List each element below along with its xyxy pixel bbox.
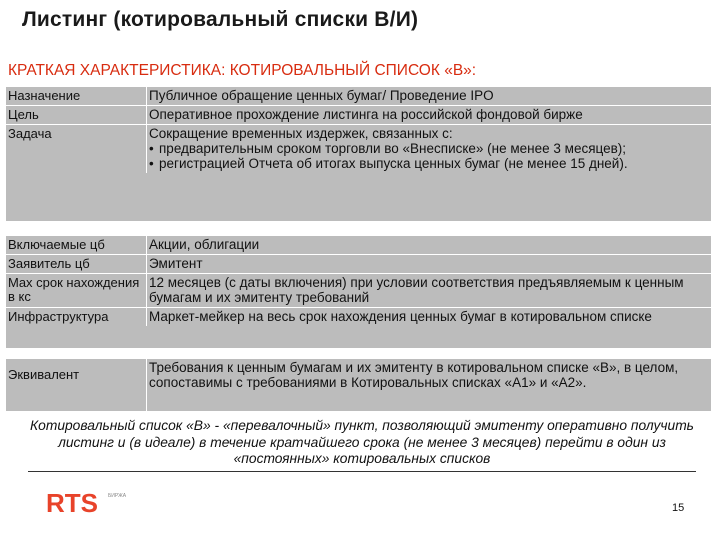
table-row — [6, 274, 711, 308]
row-value: Акции, облигации — [146, 236, 711, 254]
table-row — [6, 359, 711, 411]
list-item — [149, 141, 707, 156]
characteristics-table — [6, 87, 711, 221]
bullet-text: регистрацией Отчета об итогах выпуска ценных бумаг (не менее 15 дней). — [159, 156, 628, 171]
table-row — [6, 255, 711, 274]
row-label: Эквивалент — [8, 367, 80, 382]
task-intro: Сокращение временных издержек, связанных с: — [149, 126, 453, 141]
table-row — [6, 236, 711, 255]
list-item — [149, 156, 707, 171]
row-label: Заявитель цб — [8, 256, 90, 271]
table-row — [6, 87, 711, 106]
row-label: Назначение — [8, 88, 81, 103]
row-label: Max срок нахождения в кс — [8, 275, 140, 304]
bullet-icon: • — [149, 156, 154, 171]
row-value: Эмитент — [146, 255, 711, 273]
rts-logo — [46, 488, 126, 518]
row-value: Требования к ценным бумагам и их эмитенту в котировальном списке «В», в целом, сопоставимы с требованиями в Котировальных списках «А1» и «А2». — [146, 359, 711, 411]
row-label: Цель — [8, 107, 39, 122]
row-label: Включаемые цб — [8, 237, 105, 252]
row-label: Задача — [8, 126, 52, 141]
bullet-text: предварительным сроком торговли во «Внесписке» (не менее 3 месяцев); — [159, 141, 627, 156]
row-value: Оперативное прохождение листинга на российской фондовой бирже — [146, 106, 711, 124]
summary-note: Котировальный список «В» - «перевалочный» пункт, позволяющий эмитенту оперативно получить листинг и (в идеале) в течение кратчайшего срока (не менее 3 месяцев) перейти в один из «постоянных» котировальных списков — [28, 418, 696, 472]
row-value — [146, 125, 711, 173]
table-row — [6, 106, 711, 125]
details-table — [6, 236, 711, 348]
rts-logo-mark — [46, 488, 106, 518]
row-label: Инфраструктура — [8, 309, 109, 324]
bullet-icon: • — [149, 141, 154, 156]
row-value: Маркет-мейкер на весь срок нахождения ценных бумаг в котировальном списке — [146, 308, 711, 326]
table-row — [6, 125, 711, 173]
logo-text: RTS — [46, 488, 98, 518]
row-value: 12 месяцев (с даты включения) при условии соответствия предъявляемым к ценным бумагам и их эмитенту требований — [146, 274, 711, 307]
slide-title: Листинг (котировальный списки В/И) — [22, 8, 419, 31]
page-number: 15 — [672, 502, 685, 514]
equivalent-table — [6, 359, 711, 411]
row-value: Публичное обращение ценных бумаг/ Проведение IPO — [146, 87, 711, 105]
section-subtitle: КРАТКАЯ ХАРАКТЕРИСТИКА: КОТИРОВАЛЬНЫЙ СПИСОК «В»: — [8, 62, 477, 79]
logo-subtext: БИРЖА — [108, 493, 127, 499]
table-row — [6, 308, 711, 326]
